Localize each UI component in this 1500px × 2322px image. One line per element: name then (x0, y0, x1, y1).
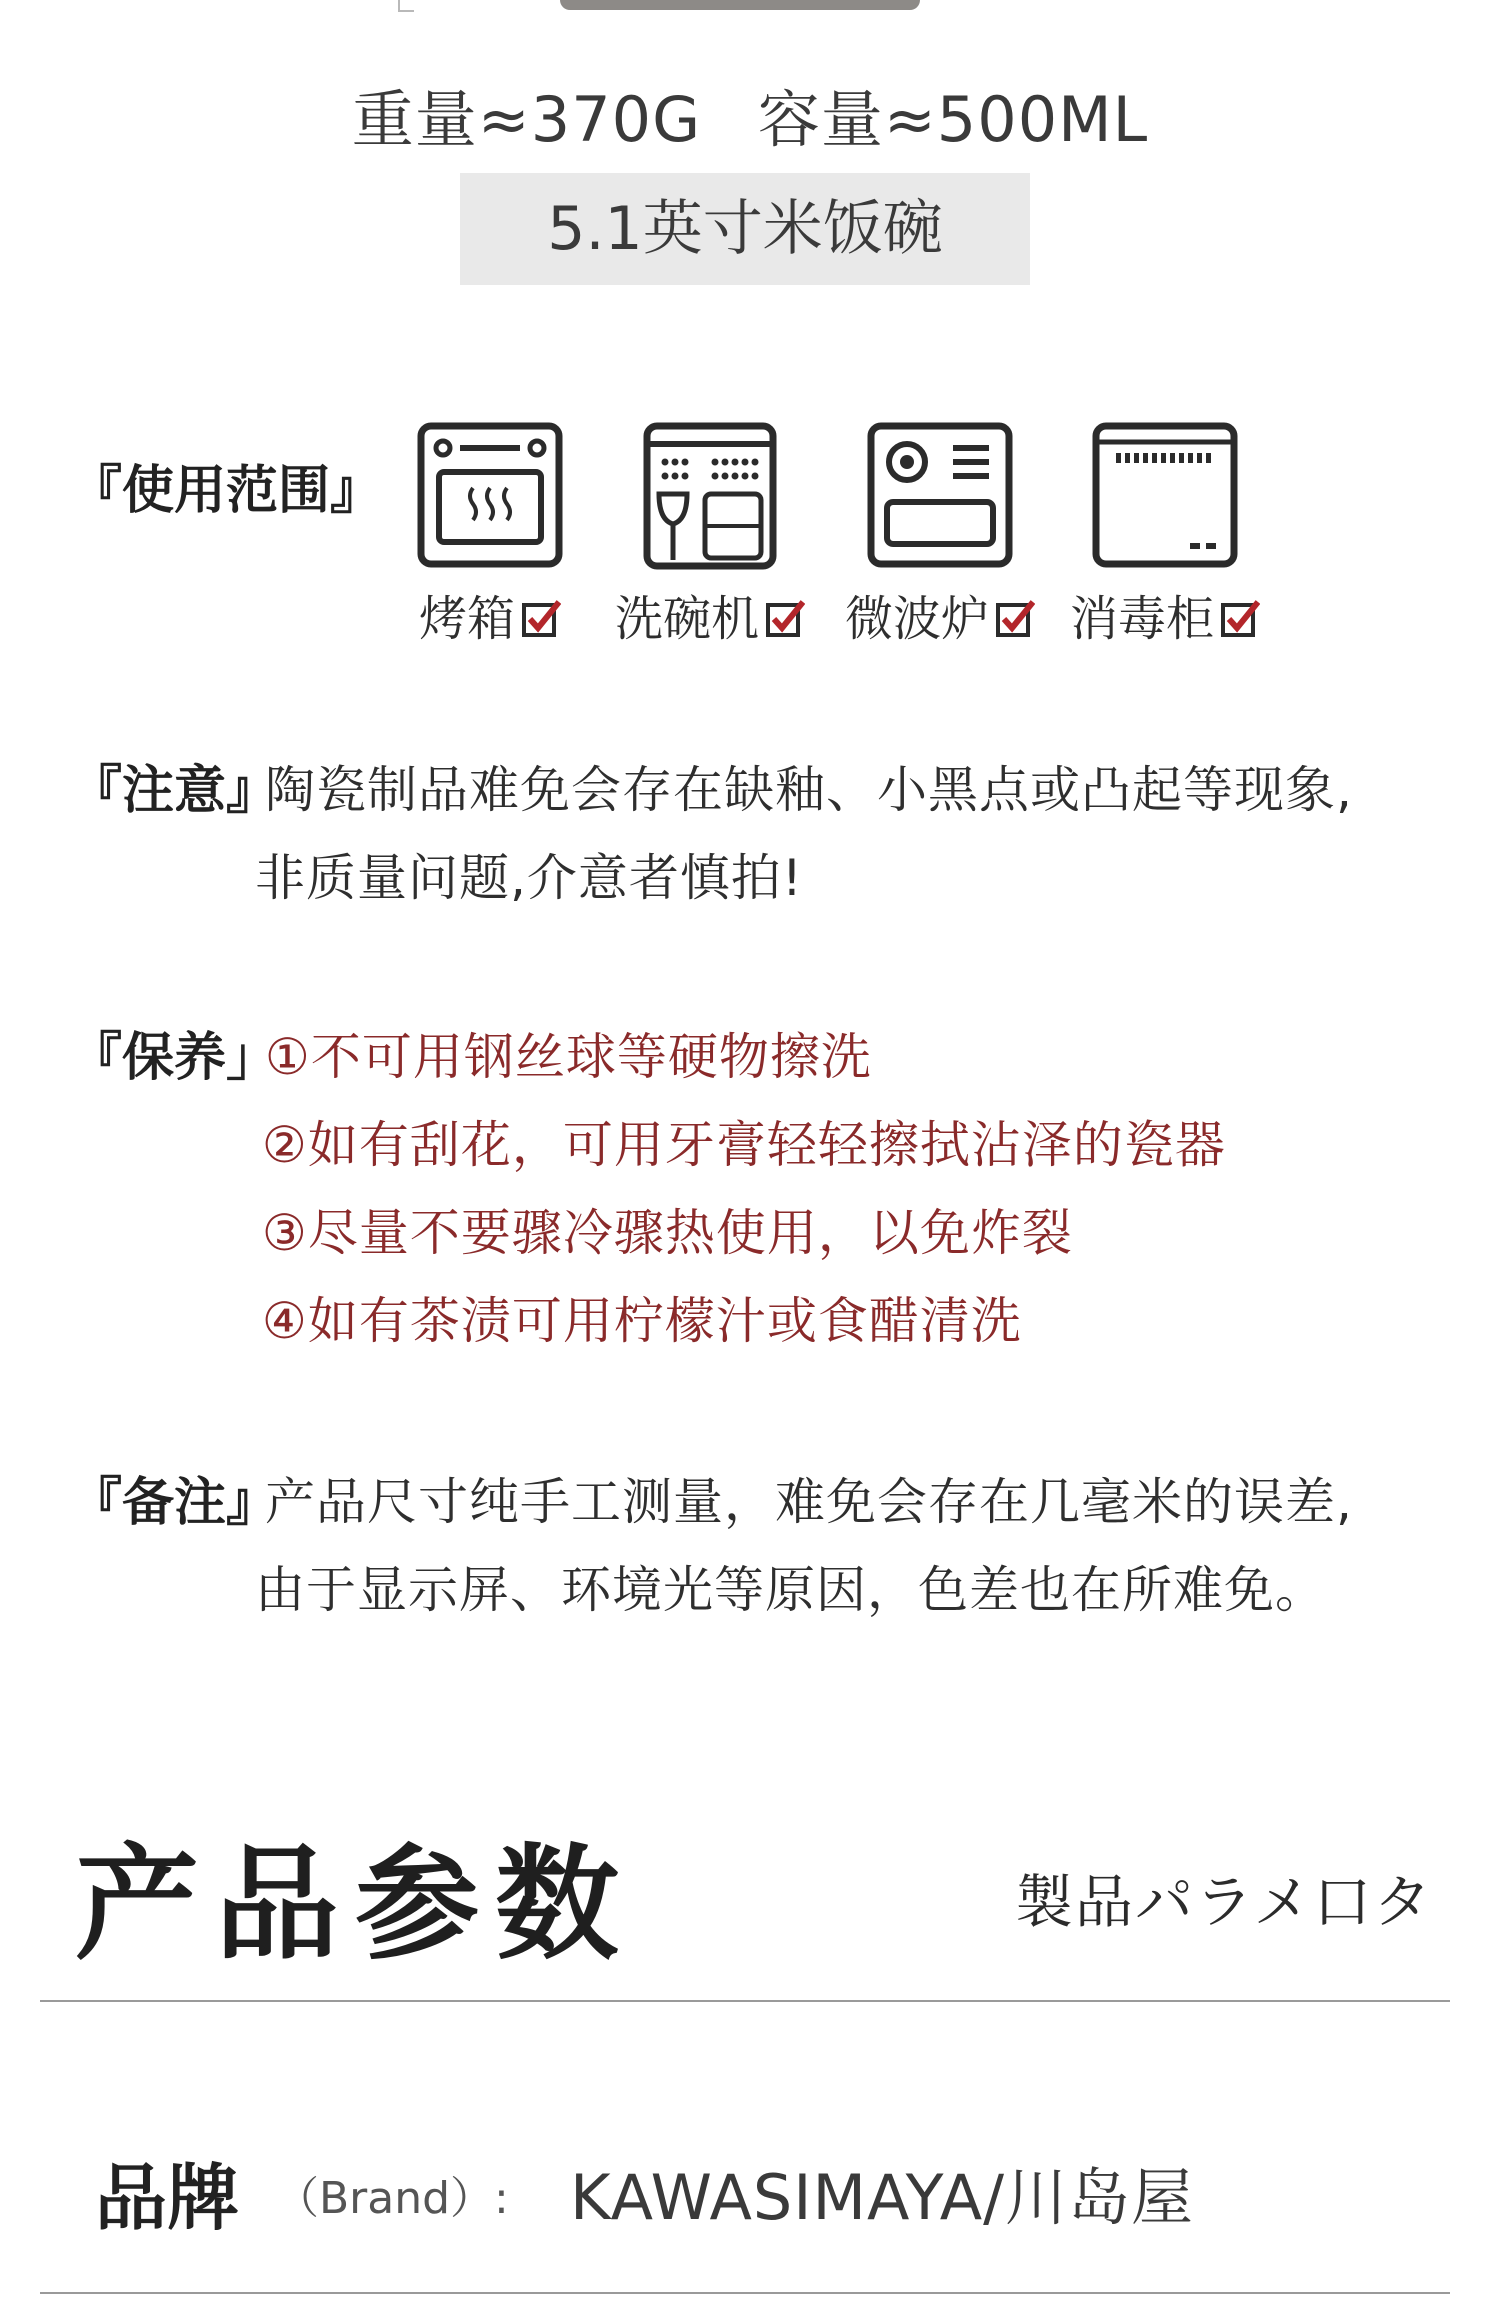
care-item-4: ④如有茶渍可用柠檬汁或食醋清洗 (262, 1292, 1022, 1350)
sterilizer-cabinet-icon (1090, 420, 1240, 570)
capacity-spec: 容量≈500ML (757, 83, 1149, 156)
appliance-oven-label: 烤箱 (418, 591, 515, 647)
notice-label: 『注意』 (70, 761, 279, 821)
appliance-sterilizer-label: 消毒柜 (1069, 591, 1214, 647)
remark-label: 『备注』 (70, 1473, 279, 1533)
care-item-2: ②如有刮花，可用牙膏轻轻擦拭沾泽的瓷器 (262, 1116, 1226, 1174)
brand-value: KAWASIMAYA/川岛屋 (570, 2161, 1195, 2234)
divider-top (40, 2000, 1450, 2002)
checkbox-checked-icon (521, 599, 561, 639)
weight-spec: 重量≈370G (351, 83, 702, 156)
divider-bottom (40, 2292, 1450, 2294)
appliance-microwave-label: 微波炉 (844, 591, 989, 647)
usage-label: 『使用范围』 (70, 461, 383, 521)
microwave-icon (865, 420, 1015, 570)
dishwasher-icon (635, 420, 785, 570)
remark-line-2: 由于显示屏、环境光等原因，色差也在所难免。 (255, 1561, 1326, 1619)
care-item-3: ③尽量不要骤冷骤热使用，以免炸裂 (262, 1204, 1073, 1262)
appliance-dishwasher (605, 420, 815, 647)
care-label: 『保养」 (70, 1028, 279, 1088)
bowl-rim-image (560, 0, 920, 10)
params-subtitle: 製品パラメ口タ (1015, 1868, 1434, 1936)
notice-line-2: 非质量问题,介意者慎拍! (255, 849, 803, 907)
checkbox-checked-icon (1220, 599, 1260, 639)
appliance-microwave (835, 420, 1045, 647)
appliance-sterilizer (1060, 420, 1270, 647)
brand-label: 品牌 (95, 2155, 240, 2240)
remark-line-1: 产品尺寸纯手工测量，难免会存在几毫米的误差, (265, 1473, 1353, 1531)
checkbox-checked-icon (995, 599, 1035, 639)
params-title: 产品参数 (75, 1832, 636, 1977)
spec-line (0, 70, 1500, 159)
size-label-box: 5.1英寸米饭碗 (460, 173, 1030, 285)
appliance-oven (385, 420, 595, 647)
checkbox-checked-icon (765, 599, 805, 639)
corner-mark (398, 0, 414, 12)
notice-line-1: 陶瓷制品难免会存在缺釉、小黑点或凸起等现象, (265, 761, 1353, 819)
oven-icon (415, 420, 565, 570)
care-item-1: ①不可用钢丝球等硬物擦洗 (265, 1028, 872, 1086)
brand-en-label: （Brand）: (275, 2173, 509, 2224)
appliance-dishwasher-label: 洗碗机 (614, 591, 759, 647)
